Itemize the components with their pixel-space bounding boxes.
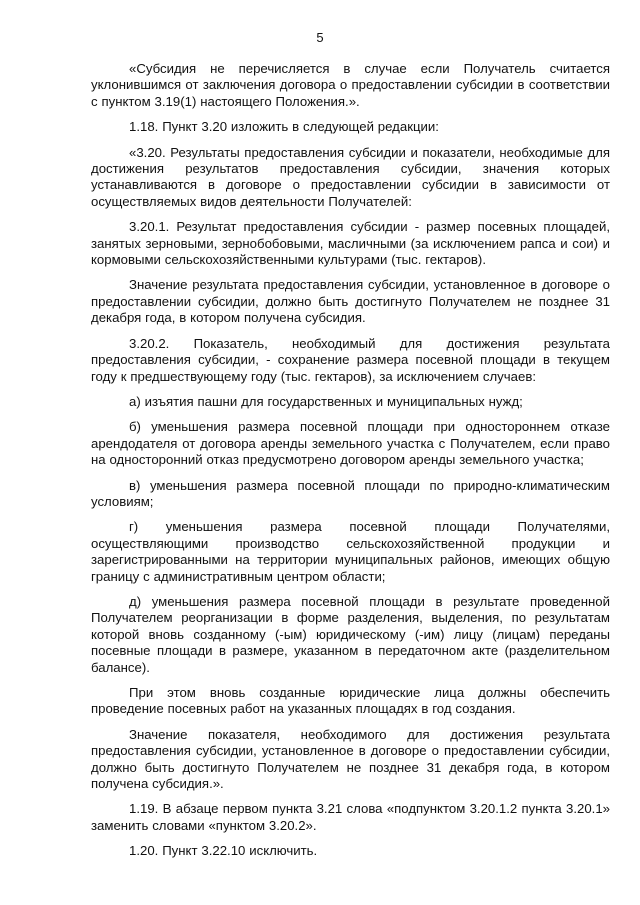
paragraph-1-18: 1.18. Пункт 3.20 изложить в следующей редакции:	[129, 119, 439, 135]
paragraph-indicator-value: Значение показателя, необходимого для достижения результата предоставления субсидии, установленное в договоре о предоставлении субсидии, должно быть достигнуто Получателем не позднее 31 декабря года, в котором получена субсидия.».	[91, 726, 610, 792]
list-item-b: б) уменьшения размера посевной площади при одностороннем отказе арендодателя от договора аренды земельного участка с Получателем, если право на односторонний отказ предусмотрено договором аренды земельного участка;	[91, 419, 610, 468]
paragraph-3-20-1: 3.20.1. Результат предоставления субсидии - размер посевных площадей, занятых зерновыми, зернобобовыми, масличными (за исключением рапса и сои) и кормовыми сельскохозяйственными культурами (тыс. гектаров).	[91, 219, 610, 268]
paragraph-1-19: 1.19. В абзаце первом пункта 3.21 слова «подпунктом 3.20.1.2 пункта 3.20.1» заменить словами «пунктом 3.20.2».	[91, 801, 610, 833]
page-number: 5	[316, 30, 324, 45]
paragraph-3-20-2: 3.20.2. Показатель, необходимый для достижения результата предоставления субсидии, - сохранение размера посевной площади в текущем году к предшествующему году (тыс. гектаров), за исключением случаев:	[91, 335, 610, 384]
paragraph-1-20: 1.20. Пункт 3.22.10 исключить.	[129, 843, 318, 859]
paragraph-subsidy-not-transferred: «Субсидия не перечисляется в случае если Получатель считается уклонившимся от заключения договора о предоставлении субсидии в соответствии с пунктом 3.19(1) настоящего Положения.».	[91, 61, 610, 109]
document-body	[91, 61, 610, 860]
paragraph-new-legal-entities: При этом вновь созданные юридические лица должны обеспечить проведение посевных работ на указанных площадях в год создания.	[91, 685, 610, 717]
paragraph-result-value: Значение результата предоставления субсидии, установленное в договоре о предоставлении субсидии, должно быть достигнуто Получателем не позднее 31 декабря года, в котором получена субсидия.	[91, 277, 610, 326]
list-item-d: д) уменьшения размера посевной площади в результате проведенной Получателем реорганизации в форме разделения, выделения, по результатам которой вновь созданному (-ым) юридическому (-им) лицу (лицам) переданы посевные площади в размере, указанном в передаточном акте (разделительном балансе).	[91, 593, 610, 675]
paragraph-3-20: «3.20. Результаты предоставления субсидии и показатели, необходимые для достижения результатов предоставления субсидии, значения которых устанавливаются в договоре о предоставлении субсидии в зависимости от осуществляемых видов деятельности Получателей:	[91, 144, 610, 209]
list-item-a: а) изъятия пашни для государственных и муниципальных нужд;	[129, 393, 523, 409]
list-item-v: в) уменьшения размера посевной площади по природно-климатическим условиям;	[91, 477, 610, 509]
list-item-g: г) уменьшения размера посевной площади Получателями, осуществляющими производство сельскохозяйственной продукции и зарегистрированными на территории муниципальных районов, имеющих общую границу с административным центром области;	[91, 519, 610, 584]
